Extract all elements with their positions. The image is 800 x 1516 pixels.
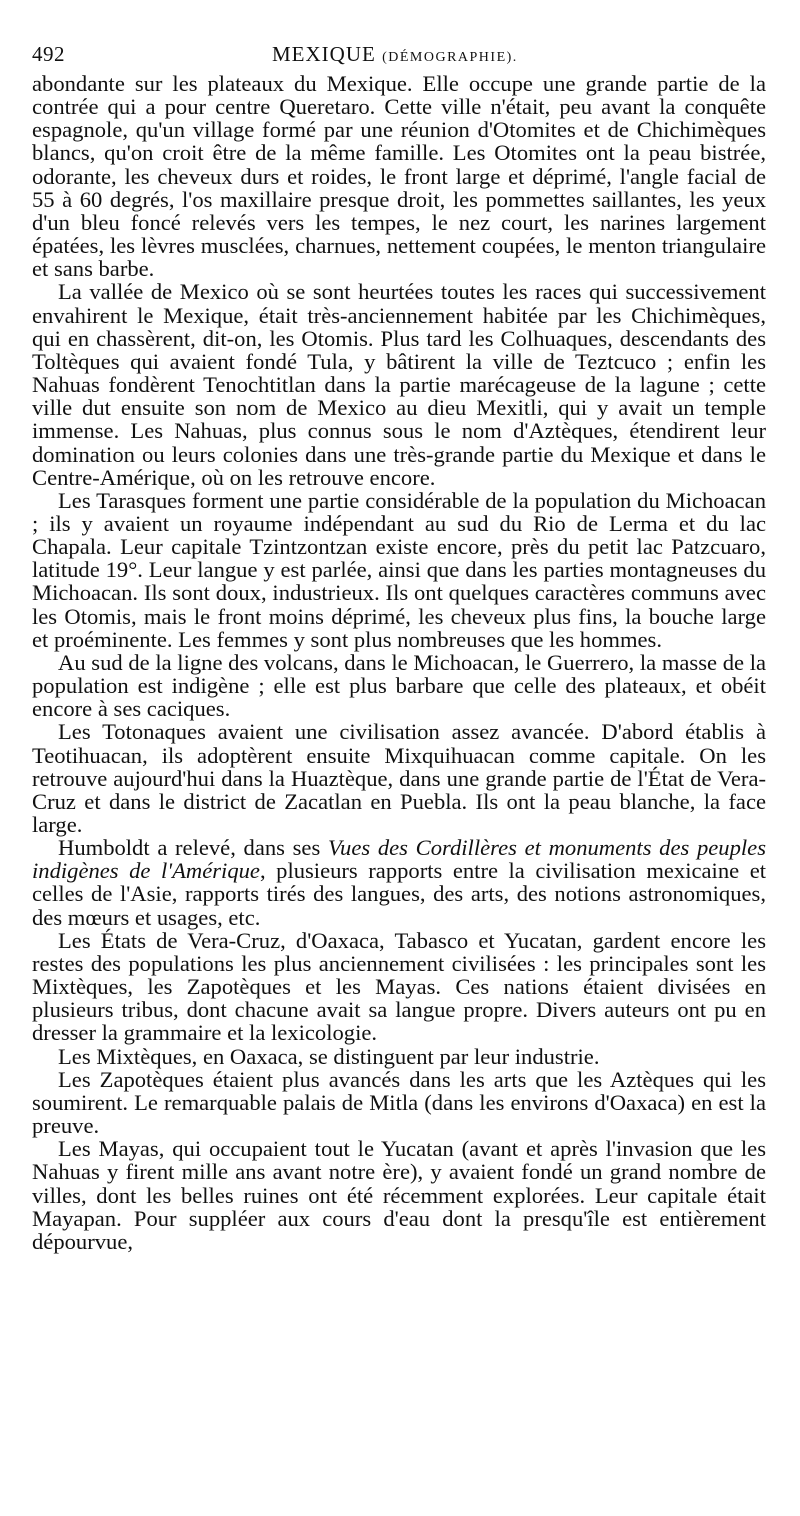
paragraph-humboldt — [32, 836, 766, 929]
paragraph-totonaques: Les Totonaques avaient une civilisation assez avancée. D'abord établis à Teotihuacan, ils adoptèrent ensuite Mixquihuacan comme capitale. On les retrouve aujourd'hui dans la Huaztèque, dans une grande partie de l'État de Vera-Cruz et dans le district de Zacatlan en Puebla. Ils ont la peau blanche, la face large. — [32, 719, 766, 837]
book-page — [32, 38, 766, 1253]
running-title-main: MEXIQUE — [272, 42, 376, 66]
paragraph-vallee-de-mexico: La vallée de Mexico où se sont heurtées toutes les races qui successivement envahirent le Mexique, était très-anciennement habitée par les Chichimèques, qui en chassèrent, dit-on, les Otomis. Plus tard les Colhuaques, descendants des Toltèques qui avaient fondé Tula, y bâtirent la ville de Teztcuco ; enfin les Nahuas fondèrent Tenochtitlan dans la partie marécageuse de la lagune ; cette ville dut ensuite son nom de Mexico au dieu Mexitli, qui y avait un temple immense. Les Nahuas, plus connus sous le nom d'Aztèques, étendirent leur domination ou leurs colonies dans une très-grande partie du Mexique et dans le Centre-Amérique, où on les retrouve encore. — [32, 279, 766, 490]
humboldt-text-before: Humboldt a relevé, dans ses — [58, 835, 328, 861]
paragraph-ligne-des-volcans: Au sud de la ligne des volcans, dans le Michoacan, le Guerrero, la masse de la population est indigène ; elle est plus barbare que celle des plateaux, et obéit encore à ses caciques. — [32, 649, 766, 722]
paragraph-zapoteques: Les Zapotèques étaient plus avancés dans les arts que les Aztèques qui les soumirent. Le remarquable palais de Mitla (dans les environs d'Oaxaca) en est la preuve. — [32, 1066, 766, 1139]
paragraph-tarasques: Les Tarasques forment une partie considérable de la population du Michoacan ; ils y avaient un royaume indépendant au sud du Rio de Lerma et du lac Chapala. Leur capitale Tzintzontzan existe encore, près du petit lac Patzcuaro, latitude 19°. Leur langue y est parlée, ainsi que dans les parties montagneuses du Michoacan. Ils sont doux, industrieux. Ils ont quelques caractères communs avec les Otomis, mais le front moins déprimé, les cheveux plus fins, la bouche large et proéminente. Les femmes y sont plus nombreuses que les hommes. — [32, 487, 766, 652]
paragraph-mayas: Les Mayas, qui occupaient tout le Yucatan (avant et après l'invasion que les Nahuas y firent mille ans avant notre ère), y avaient fondé un grand nombre de villes, dont les belles ruines ont été récemment explorées. Leur capitale était Mayapan. Pour suppléer aux cours d'eau dont la presqu'île est entièrement dépourvue, — [32, 1136, 766, 1254]
paragraph-mixteques: Les Mixtèques, en Oaxaca, se distinguent par leur industrie. — [58, 1043, 600, 1069]
humboldt-text-after: , plusieurs rapports entre la civilisation mexicaine et celles de l'Asie, rapports tirés des langues, des arts, des notions astronomiques, des mœurs et usages, etc. — [32, 858, 766, 930]
body-text — [32, 72, 766, 1253]
page-number: 492 — [32, 42, 65, 66]
paragraph-etats: Les États de Vera-Cruz, d'Oaxaca, Tabasco et Yucatan, gardent encore les restes des populations les plus anciennement civilisées : les principales sont les Mixtèques, les Zapotèques et les Mayas. Ces nations étaient divisées en plusieurs tribus, dont chacune avait sa langue propre. Divers auteurs ont pu en dresser la grammaire et la lexicologie. — [32, 927, 766, 1046]
book-title-italic: Vues des Cordillères et monuments des peuples indigènes de l'Amérique — [32, 835, 766, 884]
running-title — [272, 42, 518, 67]
running-title-subtitle: (DÉMOGRAPHIE). — [382, 50, 518, 65]
paragraph-otomites: abondante sur les plateaux du Mexique. Elle occupe une grande partie de la contrée qui a pour centre Queretaro. Cette ville n'était, peu avant la conquête espagnole, qu'un village formé par une réunion d'Otomites et de Chichimèques blancs, qu'on croit être de la même famille. Les Otomites ont la peau bistrée, odorante, les cheveux durs et roides, le front large et déprimé, l'angle facial de 55 à 60 degrés, l'os maxillaire presque droit, les pommettes saillantes, les yeux d'un bleu foncé relevés vers les tempes, le nez court, les narines largement épatées, les lèvres musclées, charnues, nettement coupées, le menton triangulaire et sans barbe. — [32, 71, 766, 282]
page-header — [32, 38, 766, 72]
